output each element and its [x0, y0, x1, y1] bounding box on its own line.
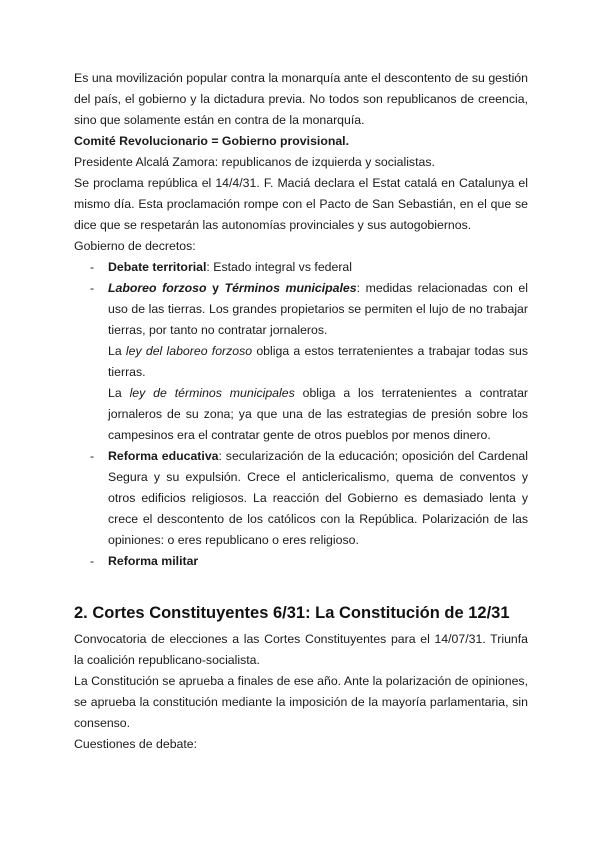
committee-line: Comité Revolucionario = Gobierno provisional.	[74, 134, 350, 148]
decree-title-militar: Reforma militar	[108, 554, 199, 568]
terminos-law-name: ley de términos municipales	[129, 386, 295, 400]
decrees-list	[74, 257, 528, 572]
decree-item-territorial	[74, 257, 528, 278]
decree-item-educativa	[74, 446, 528, 551]
decree-item-laboreo	[74, 278, 528, 446]
decree-text-laboreo: : medidas relacionadas con el uso de las tierras. Los grandes propietarios se permiten el lujo de no trabajar tierras, por tanto no contratar jornaleros.	[108, 281, 529, 337]
republic-paragraph: Se proclama república el 14/4/31. F. Maciá declara el Estat catalá en Catalunya el mismo día. Esta proclamación rompe con el Pacto de San Sebastián, en el que se dice que se respetarán las autonomías provinciales y sus autogobiernos.	[74, 176, 528, 232]
laboreo-law-name: ley del laboreo forzoso	[125, 344, 253, 358]
decree-title-territorial: Debate territorial	[108, 260, 207, 274]
decree-title-terminos: Términos municipales	[224, 281, 357, 295]
decree-title-laboreo: Laboreo forzoso	[108, 281, 207, 295]
constitution-paragraph: La Constitución se aprueba a finales de ese año. Ante la polarización de opiniones, se aprueba la constitución mediante la imposición de la mayoría parlamentaria, sin consenso.	[74, 674, 528, 730]
intro-paragraph: Es una movilización popular contra la monarquía ante el descontento de su gestión del país, el gobierno y la dictadura previa. No todos son republicanos de creencia, sino que solamente están en contra de la monarquía.	[74, 71, 528, 127]
section-heading: 2. Cortes Constituyentes 6/31: La Constitución de 12/31	[74, 604, 510, 622]
decree-text-educativa: : secularización de la educación; oposición del Cardenal Segura y su expulsión. Crece el anticlericalismo, quema de conventos y otros edificios religiosos. La reacción del Gobierno es demasiado lenta y crece el descontento de los católicos con la República. Polarización de las opiniones: o eres republicano o eres religioso.	[108, 449, 528, 547]
list-dash: -	[90, 281, 95, 295]
decree-item-militar	[74, 551, 528, 572]
decree-title-educativa: Reforma educativa	[108, 449, 219, 463]
list-dash: -	[90, 260, 95, 274]
elections-paragraph: Convocatoria de elecciones a las Cortes Constituyentes para el 14/07/31. Triunfa la coalición republicano-socialista.	[74, 632, 528, 667]
debate-questions-line: Cuestiones de debate:	[74, 737, 198, 751]
list-dash: -	[90, 449, 95, 463]
document-page	[74, 68, 528, 755]
decrees-heading: Gobierno de decretos:	[74, 239, 196, 253]
list-dash: -	[90, 554, 95, 568]
decree-title-connector: y	[206, 281, 225, 295]
laboreo-law-paragraph: La ley del laboreo forzoso obliga a estos terratenientes a trabajar todas sus tierras.	[108, 344, 528, 379]
terminos-law-paragraph: La ley de términos municipales obliga a los terratenientes a contratar jornaleros de su zona; ya que una de las estrategias de presión sobre los campesinos era el contratar gente de otros pueblos por menos dinero.	[108, 386, 529, 442]
decree-text-territorial: : Estado integral vs federal	[206, 260, 352, 274]
president-line: Presidente Alcalá Zamora: republicanos de izquierda y socialistas.	[74, 155, 435, 169]
